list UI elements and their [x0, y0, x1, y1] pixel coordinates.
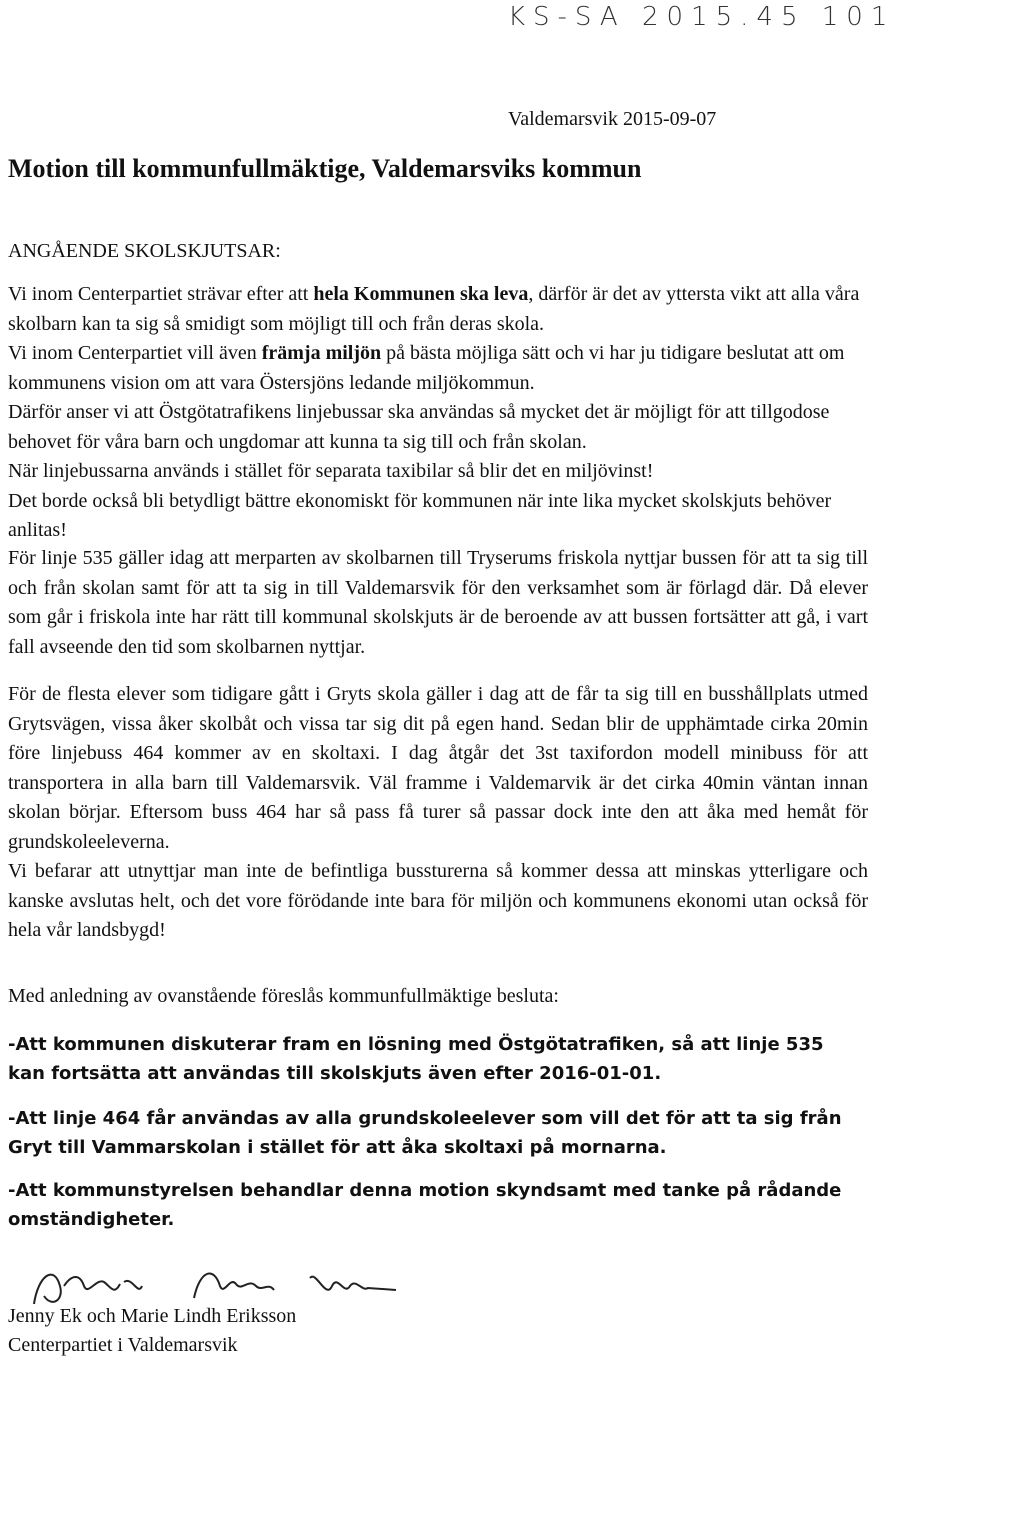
intro-paragraph-2 [8, 339, 868, 398]
signatory-names: Jenny Ek och Marie Lindh Eriksson [8, 1305, 297, 1327]
proposal-item-3: -Att kommunstyrelsen behandlar denna motion skyndsamt med tanke på rådande omständigheter. [8, 1180, 842, 1230]
proposal-item-2: -Att linje 464 får användas av alla grundskoleelever som vill det för att ta sig från Gryt till Vammarskolan i stället för att åka skoltaxi på mornarna. [8, 1108, 842, 1158]
gryt-section [8, 680, 868, 946]
proposal-intro [8, 982, 868, 1012]
proposal-intro-text: Med anledning av ovanstående föreslås kommunfullmäktige besluta: [8, 985, 559, 1007]
line-535-section [8, 544, 868, 662]
gryt-paragraph-1: För de flesta elever som tidigare gått i Gryts skola gäller i dag att de får ta sig till en busshållplats utmed Grytsvägen, vissa åker skolbåt och vissa tar sig dit på egen hand. Sedan blir de upphämtade cirka 20min före linjebuss 464 kommer av en skoltaxi. I dag åtgår det 3st taxifordon modell minibuss för att transportera in alla barn till Valdemarsvik. Väl framme i Valdemarvik är det cirka 40min väntan innan skolan börjar. Eftersom buss 464 har så pass få turer så passar dock inte den att åka med hemåt för grundskoleeleverna. [8, 683, 868, 853]
intro-paragraph-1 [8, 280, 868, 339]
subject-heading: ANGÅENDE SKOLSKJUTSAR: [8, 240, 281, 262]
intro-p2-bold: främja miljön [261, 342, 382, 364]
document-title: Motion till kommunfullmäktige, Valdemarsviks kommun [8, 154, 642, 183]
intro-paragraph-4: När linjebussarna används i stället för separata taxibilar så blir det en miljövinst! [8, 460, 654, 482]
line-535-paragraph: För linje 535 gäller idag att merparten av skolbarnen till Tryserums friskola nyttjar bussen för att ta sig till och från skolan samt för att ta sig in till Valdemarsvik för den verksamhet som är förlagd där. Då elever som går i friskola inte har rätt till kommunal skolskjuts är de beroende av att bussen fortsätter att gå, i vart fall avseende den tid som skolbarnen nyttjar. [8, 547, 868, 658]
gryt-paragraph-2: Vi befarar att utnyttjar man inte de befintliga bussturerna så kommer dessa att minskas ytterligare och kanske avslutas helt, och det vore förödande inte bara för miljön och kommunens ekonomi utan också för hela vår landsbygd! [8, 860, 868, 941]
intro-section [8, 280, 868, 546]
handwritten-registration-note: KS-SA 2015.45 101 [508, 2, 896, 32]
intro-p1-bold: hela Kommunen ska leva [313, 283, 529, 305]
proposal-item-1: -Att kommunen diskuterar fram en lösning med Östgötatrafiken, så att linje 535 kan fortsätta att användas till skolskjuts även efter 2016-01-01. [8, 1034, 824, 1084]
intro-paragraph-5: Det borde också bli betydligt bättre ekonomiskt för kommunen när inte lika mycket skolskjuts behöver anlitas! [8, 489, 832, 541]
intro-p1-text-a: Vi inom Centerpartiet strävar efter att [8, 283, 309, 305]
intro-paragraph-3: Därför anser vi att Östgötatrafikens linjebussar ska användas så mycket det är möjligt för att tillgodose behovet för våra barn och ungdomar att kunna ta sig till och från skolan. [8, 401, 830, 453]
signatory-party: Centerpartiet i Valdemarsvik [8, 1334, 238, 1356]
date-line: Valdemarsvik 2015-09-07 [508, 108, 717, 130]
intro-p2-text-b: på bästa möjliga sätt och vi har ju tidigare beslutat att om kommunens vision om att vara Östersjöns ledande miljökommun. [8, 342, 845, 394]
signatory-block [8, 1302, 296, 1360]
intro-p1-text-b: , därför är det av yttersta vikt att alla våra skolbarn kan ta sig så smidigt som möjligt till och från deras skola. [8, 283, 860, 335]
intro-p2-text-a: Vi inom Centerpartiet vill även [8, 342, 257, 364]
